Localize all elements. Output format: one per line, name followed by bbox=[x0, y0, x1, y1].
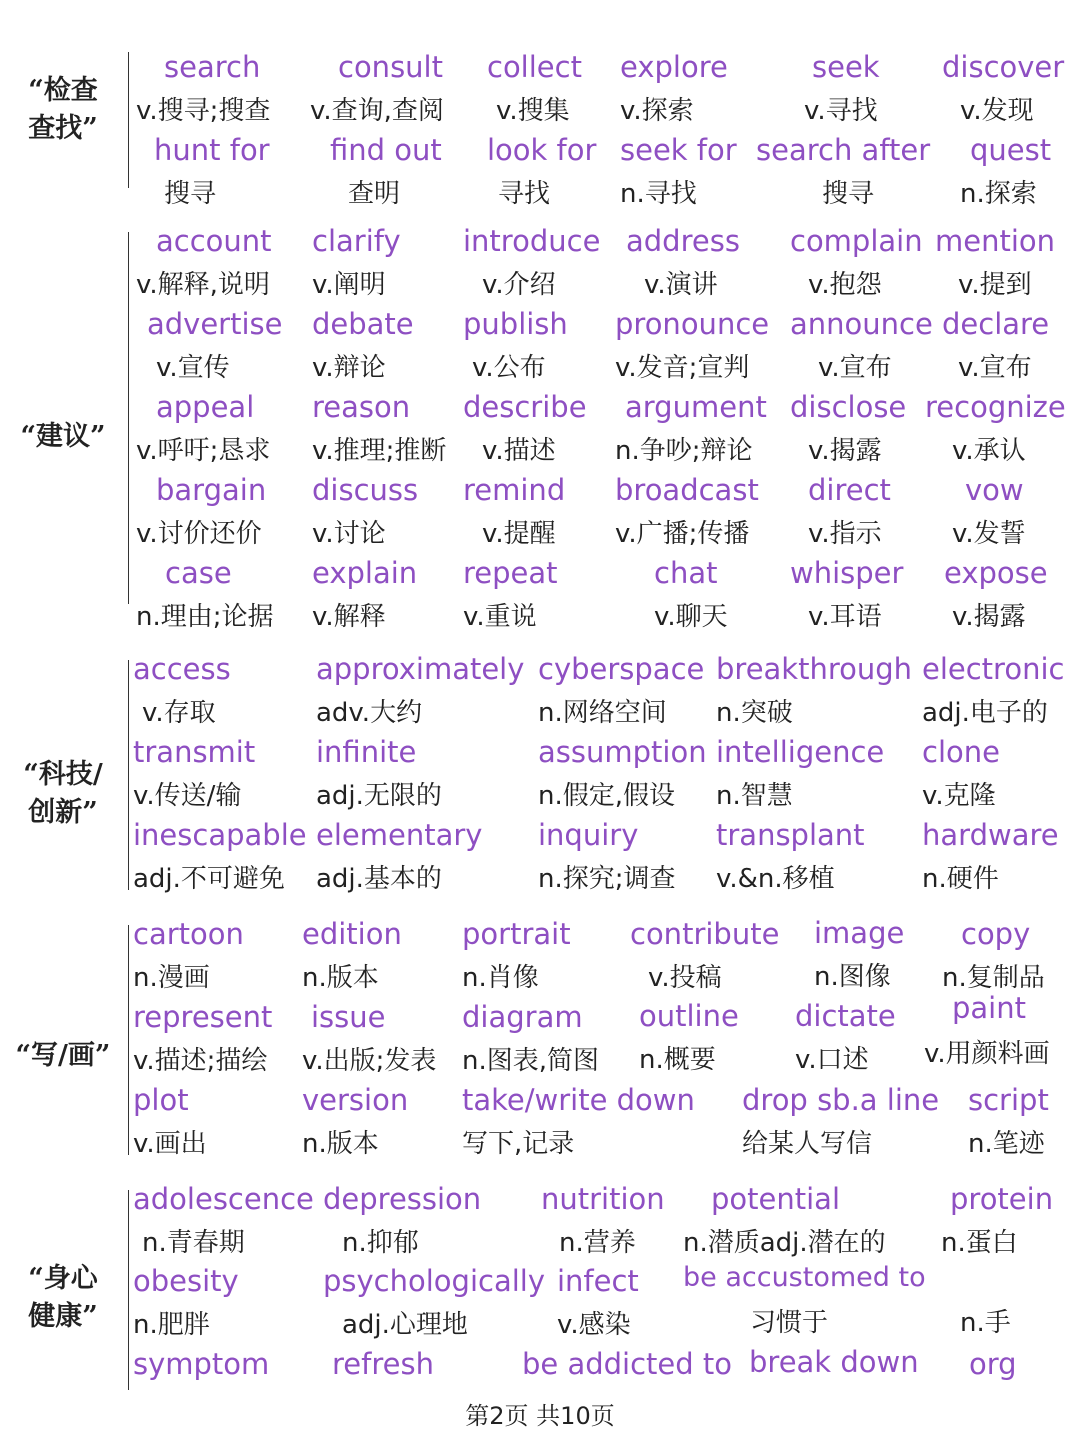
chinese-meaning: n.理由;论据 bbox=[136, 602, 274, 632]
chinese-meaning: n.探究;调查 bbox=[538, 864, 676, 894]
english-word: appeal bbox=[156, 390, 255, 424]
english-word: advertise bbox=[147, 307, 283, 341]
chinese-meaning: n.肖像 bbox=[462, 963, 539, 993]
english-word: mention bbox=[935, 224, 1056, 258]
chinese-meaning: v.搜寻;搜查 bbox=[136, 96, 271, 126]
english-word: find out bbox=[330, 133, 442, 167]
english-word: bargain bbox=[156, 473, 267, 507]
section-suggest bbox=[0, 224, 1080, 632]
chinese-meaning: v.指示 bbox=[808, 519, 882, 549]
english-word: refresh bbox=[332, 1347, 434, 1381]
section-label: “建议” bbox=[20, 421, 106, 452]
chinese-meaning: n.青春期 bbox=[142, 1228, 245, 1258]
english-word: approximately bbox=[316, 652, 525, 686]
chinese-meaning: n.寻找 bbox=[620, 179, 697, 209]
english-word: adolescence bbox=[133, 1182, 314, 1216]
chinese-meaning: v.宣传 bbox=[156, 353, 230, 383]
english-word: seek bbox=[812, 50, 880, 84]
chinese-meaning: v.提醒 bbox=[482, 519, 556, 549]
chinese-meaning: n.硬件 bbox=[922, 864, 999, 894]
english-word: protein bbox=[950, 1182, 1054, 1216]
chinese-meaning: 搜寻 bbox=[822, 179, 875, 209]
section-technology bbox=[0, 652, 1080, 892]
english-word: search bbox=[164, 50, 261, 84]
english-word: discuss bbox=[312, 473, 419, 507]
chinese-meaning: 查明 bbox=[348, 179, 401, 209]
english-word: drop sb.a line bbox=[742, 1083, 940, 1117]
chinese-meaning: n.图表,简图 bbox=[462, 1046, 600, 1076]
english-word: publish bbox=[463, 307, 568, 341]
english-word: take/write down bbox=[462, 1083, 695, 1117]
english-word: discover bbox=[942, 50, 1065, 84]
chinese-meaning: v.存取 bbox=[142, 698, 216, 728]
english-word: symptom bbox=[133, 1347, 270, 1381]
english-word: intelligence bbox=[716, 735, 885, 769]
english-word: psychologically bbox=[323, 1264, 546, 1298]
chinese-meaning: n.蛋白 bbox=[941, 1228, 1018, 1258]
chinese-meaning: n.笔迹 bbox=[968, 1129, 1045, 1159]
chinese-meaning: v.口述 bbox=[795, 1045, 869, 1075]
chinese-meaning: v.发现 bbox=[960, 96, 1034, 126]
chinese-meaning: v.画出 bbox=[133, 1129, 207, 1159]
chinese-meaning: v.&n.移植 bbox=[716, 864, 835, 894]
section-label: “科技/ 创新” bbox=[23, 759, 103, 828]
chinese-meaning: v.感染 bbox=[557, 1310, 631, 1340]
chinese-meaning: n.智慧 bbox=[716, 781, 793, 811]
english-word: reason bbox=[312, 390, 411, 424]
english-word: disclose bbox=[790, 390, 907, 424]
english-word: search after bbox=[756, 133, 931, 167]
english-word: version bbox=[302, 1083, 409, 1117]
section-divider bbox=[128, 232, 129, 604]
chinese-meaning: adj.不可避免 bbox=[133, 864, 285, 894]
english-word: consult bbox=[338, 50, 443, 84]
english-word: nutrition bbox=[541, 1182, 665, 1216]
chinese-meaning: v.抱怨 bbox=[808, 270, 882, 300]
english-word: quest bbox=[970, 133, 1052, 167]
english-word: dictate bbox=[795, 999, 896, 1033]
english-word: hardware bbox=[922, 818, 1059, 852]
section-divider bbox=[128, 925, 129, 1155]
english-word: contribute bbox=[630, 917, 780, 951]
chinese-meaning: 给某人写信 bbox=[742, 1129, 873, 1159]
chinese-meaning: v.讨论 bbox=[312, 519, 386, 549]
chinese-meaning: 搜寻 bbox=[164, 179, 217, 209]
english-word: transplant bbox=[716, 818, 865, 852]
chinese-meaning: n.潜质adj.潜在的 bbox=[683, 1228, 886, 1258]
chinese-meaning: v.讨价还价 bbox=[136, 519, 262, 549]
english-word: assumption bbox=[538, 735, 707, 769]
english-word: inquiry bbox=[538, 818, 639, 852]
chinese-meaning: adj.电子的 bbox=[922, 698, 1048, 728]
chinese-meaning: n.图像 bbox=[814, 962, 891, 992]
chinese-meaning: n.假定,假设 bbox=[538, 781, 676, 811]
chinese-meaning: n.探索 bbox=[960, 179, 1037, 209]
english-word: declare bbox=[942, 307, 1050, 341]
english-word: break down bbox=[749, 1345, 919, 1379]
english-word: seek for bbox=[620, 133, 737, 167]
english-word: look for bbox=[487, 133, 597, 167]
chinese-meaning: v.寻找 bbox=[804, 96, 878, 126]
english-word: remind bbox=[463, 473, 566, 507]
english-word: recognize bbox=[925, 390, 1066, 424]
chinese-meaning: v.宣布 bbox=[818, 353, 892, 383]
english-word: depression bbox=[323, 1182, 482, 1216]
english-word: diagram bbox=[462, 1000, 583, 1034]
english-word: copy bbox=[961, 917, 1031, 951]
chinese-meaning: 写下,记录 bbox=[462, 1129, 575, 1159]
english-word: infect bbox=[557, 1264, 639, 1298]
english-word: pronounce bbox=[615, 307, 770, 341]
chinese-meaning: v.解释,说明 bbox=[136, 270, 270, 300]
chinese-meaning: n.抑郁 bbox=[342, 1228, 419, 1258]
chinese-meaning: v.克隆 bbox=[922, 781, 996, 811]
english-word: address bbox=[626, 224, 740, 258]
chinese-meaning: v.查询,查阅 bbox=[310, 96, 444, 126]
section-search bbox=[0, 50, 1080, 209]
english-word: describe bbox=[463, 390, 587, 424]
chinese-meaning: v.解释 bbox=[312, 602, 386, 632]
chinese-meaning: v.提到 bbox=[958, 270, 1032, 300]
english-word: breakthrough bbox=[716, 652, 913, 686]
section-divider bbox=[128, 52, 129, 188]
chinese-meaning: v.广播;传播 bbox=[615, 519, 750, 549]
chinese-meaning: v.呼吁;恳求 bbox=[136, 436, 271, 466]
english-word: announce bbox=[790, 307, 933, 341]
chinese-meaning: v.重说 bbox=[463, 602, 537, 632]
english-word: electronic bbox=[922, 652, 1065, 686]
english-word: whisper bbox=[790, 556, 904, 590]
chinese-meaning: v.辩论 bbox=[312, 353, 386, 383]
chinese-meaning: 寻找 bbox=[498, 179, 551, 209]
english-word: issue bbox=[311, 1000, 386, 1034]
section-label: “身心 健康” bbox=[28, 1263, 98, 1332]
chinese-meaning: v.探索 bbox=[620, 96, 694, 126]
english-word: org bbox=[969, 1347, 1017, 1381]
english-word: paint bbox=[952, 991, 1026, 1025]
chinese-meaning: v.描述 bbox=[482, 436, 556, 466]
chinese-meaning: v.传送/输 bbox=[133, 781, 242, 811]
chinese-meaning: v.推理;推断 bbox=[312, 436, 447, 466]
chinese-meaning: n.肥胖 bbox=[133, 1310, 210, 1340]
english-word: obesity bbox=[133, 1264, 239, 1298]
english-word: clarify bbox=[312, 224, 401, 258]
english-word: explain bbox=[312, 556, 418, 590]
chinese-meaning: v.描述;描绘 bbox=[133, 1046, 268, 1076]
page-footer: 第2页 共10页 bbox=[465, 1402, 615, 1430]
chinese-meaning: n.概要 bbox=[639, 1045, 716, 1075]
english-word: debate bbox=[312, 307, 414, 341]
chinese-meaning: v.承认 bbox=[952, 436, 1026, 466]
english-word: case bbox=[165, 556, 232, 590]
english-word: argument bbox=[625, 390, 767, 424]
english-word: be addicted to bbox=[522, 1347, 733, 1381]
section-divider bbox=[128, 1190, 129, 1390]
chinese-meaning: adj.基本的 bbox=[316, 864, 442, 894]
chinese-meaning: v.聊天 bbox=[654, 602, 728, 632]
chinese-meaning: v.揭露 bbox=[808, 436, 882, 466]
english-word: portrait bbox=[462, 917, 571, 951]
english-word: image bbox=[814, 916, 905, 950]
english-word: expose bbox=[944, 556, 1048, 590]
english-word: vow bbox=[965, 473, 1024, 507]
english-word: inescapable bbox=[133, 818, 307, 852]
chinese-meaning: adj.心理地 bbox=[342, 1310, 468, 1340]
chinese-meaning: adj.无限的 bbox=[316, 781, 442, 811]
chinese-meaning: v.用颜料画 bbox=[924, 1039, 1050, 1069]
english-word: repeat bbox=[463, 556, 558, 590]
english-word: direct bbox=[808, 473, 891, 507]
english-word: broadcast bbox=[615, 473, 759, 507]
chinese-meaning: n.漫画 bbox=[133, 963, 210, 993]
english-word: plot bbox=[133, 1083, 189, 1117]
chinese-meaning: v.投稿 bbox=[648, 963, 722, 993]
english-word: represent bbox=[133, 1000, 273, 1034]
english-word: explore bbox=[620, 50, 728, 84]
chinese-meaning: v.宣布 bbox=[958, 353, 1032, 383]
english-word: access bbox=[133, 652, 231, 686]
chinese-meaning: n.复制品 bbox=[942, 963, 1045, 993]
english-word: outline bbox=[639, 999, 739, 1033]
chinese-meaning: n.营养 bbox=[559, 1228, 636, 1258]
english-word: cyberspace bbox=[538, 652, 705, 686]
english-word: edition bbox=[302, 917, 402, 951]
chinese-meaning: n.版本 bbox=[302, 1129, 379, 1159]
chinese-meaning: v.耳语 bbox=[808, 602, 882, 632]
chinese-meaning: v.演讲 bbox=[644, 270, 718, 300]
chinese-meaning: adv.大约 bbox=[316, 698, 423, 728]
chinese-meaning: v.揭露 bbox=[952, 602, 1026, 632]
section-divider bbox=[128, 660, 129, 890]
chinese-meaning: v.阐明 bbox=[312, 270, 386, 300]
chinese-meaning: n.手 bbox=[960, 1308, 1011, 1338]
chinese-meaning: n.版本 bbox=[302, 963, 379, 993]
english-word: infinite bbox=[316, 735, 417, 769]
english-word: chat bbox=[654, 556, 718, 590]
chinese-meaning: v.介绍 bbox=[482, 270, 556, 300]
english-word: potential bbox=[711, 1182, 840, 1216]
chinese-meaning: v.发音;宣判 bbox=[615, 353, 750, 383]
chinese-meaning: v.公布 bbox=[472, 353, 546, 383]
section-write-draw bbox=[0, 917, 1080, 1157]
section-health bbox=[0, 1182, 1080, 1392]
section-label: “检查 查找” bbox=[28, 75, 98, 144]
english-word: elementary bbox=[316, 818, 483, 852]
english-word: cartoon bbox=[133, 917, 244, 951]
chinese-meaning: n.争吵;辩论 bbox=[615, 436, 753, 466]
english-word: account bbox=[156, 224, 272, 258]
chinese-meaning: v.搜集 bbox=[496, 96, 570, 126]
english-word: introduce bbox=[463, 224, 601, 258]
english-word: hunt for bbox=[154, 133, 270, 167]
english-word: collect bbox=[487, 50, 582, 84]
english-word: be accustomed to bbox=[683, 1262, 926, 1293]
chinese-meaning: v.出版;发表 bbox=[302, 1046, 437, 1076]
chinese-meaning: n.网络空间 bbox=[538, 698, 667, 728]
english-word: transmit bbox=[133, 735, 256, 769]
chinese-meaning: n.突破 bbox=[716, 698, 793, 728]
english-word: complain bbox=[790, 224, 923, 258]
section-label: “写/画” bbox=[15, 1040, 111, 1071]
english-word: script bbox=[968, 1083, 1049, 1117]
chinese-meaning: v.发誓 bbox=[952, 519, 1026, 549]
english-word: clone bbox=[922, 735, 1000, 769]
chinese-meaning: 习惯于 bbox=[750, 1308, 829, 1338]
